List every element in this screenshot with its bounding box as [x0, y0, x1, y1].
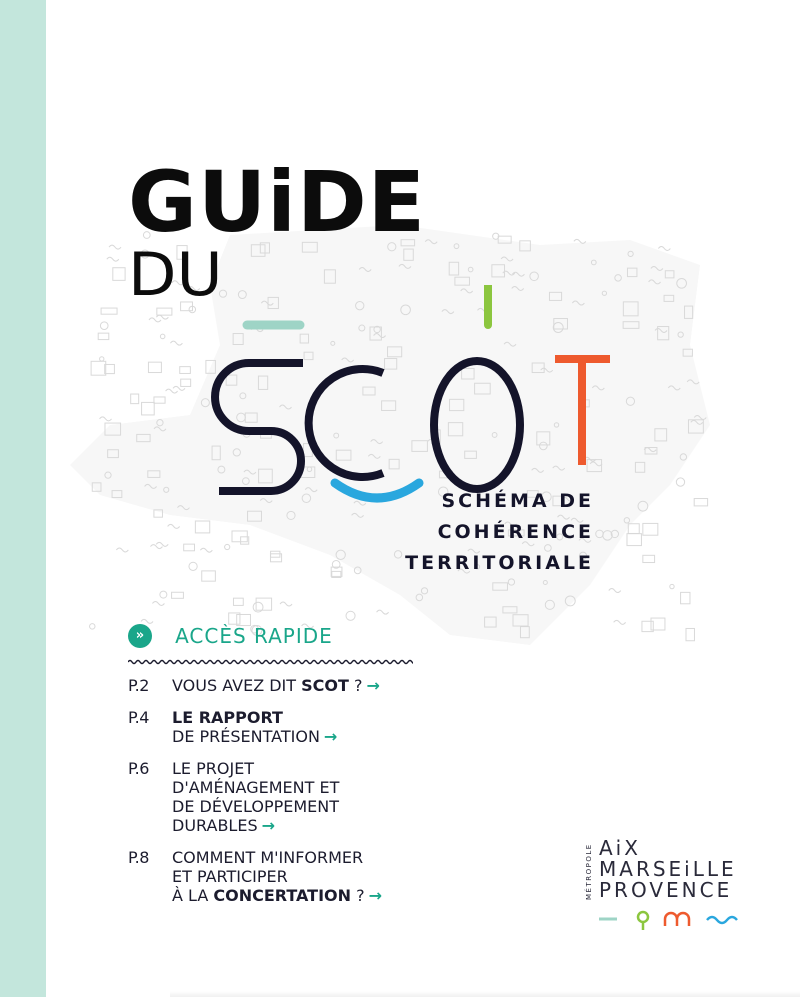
- logo-line: PROVENCE: [599, 878, 733, 902]
- map-decoration: [109, 245, 121, 249]
- page-shadow: [170, 991, 800, 997]
- map-decoration: [154, 397, 165, 403]
- toc-line: [172, 816, 428, 835]
- toc-item[interactable]: [128, 708, 428, 746]
- map-decoration: [574, 239, 586, 243]
- map-decoration: [116, 548, 128, 552]
- quick-access-header: [128, 624, 418, 648]
- toc-text: CONCERTATION: [213, 886, 352, 905]
- map-decoration: [670, 584, 674, 588]
- map-decoration: [614, 620, 626, 624]
- double-chevron-icon: »: [128, 624, 152, 648]
- toc-text: LE RAPPORT: [172, 708, 283, 727]
- toc-page-number: P.2: [128, 676, 149, 695]
- toc-item[interactable]: [128, 676, 428, 695]
- toc-page-number: P.6: [128, 759, 149, 778]
- title-guide: GUiDE: [128, 153, 427, 251]
- map-decoration: [100, 322, 108, 330]
- toc-text: VOUS AVEZ DIT: [172, 676, 302, 695]
- subtitle-line: COHÉRENCE: [437, 521, 594, 543]
- map-decoration: [131, 394, 139, 404]
- logo-pin-icon: [638, 912, 648, 922]
- subtitle-line: TERRITORIALE: [405, 552, 594, 574]
- map-decoration: [256, 598, 271, 610]
- map-decoration: [280, 602, 292, 606]
- toc-text: DE DÉVELOPPEMENT: [172, 797, 339, 816]
- toc-item[interactable]: [128, 848, 428, 905]
- map-decoration: [160, 591, 167, 598]
- map-decoration: [91, 361, 106, 375]
- map-decoration: [377, 610, 389, 614]
- map-decoration: [189, 562, 197, 570]
- toc-text: D'AMÉNAGEMENT ET: [172, 778, 340, 797]
- map-decoration: [168, 524, 180, 528]
- map-decoration: [98, 333, 109, 339]
- map-decoration: [233, 598, 243, 605]
- toc-line: [172, 797, 428, 816]
- map-decoration: [142, 402, 155, 415]
- map-decoration: [107, 257, 119, 261]
- map-decoration: [148, 362, 161, 372]
- scot-subtitle: [372, 486, 594, 579]
- table-of-contents: [128, 676, 428, 918]
- scot-letter-s: [215, 363, 303, 491]
- map-decoration: [100, 417, 112, 421]
- toc-line: [172, 727, 428, 746]
- map-decoration: [346, 611, 355, 620]
- map-decoration: [170, 341, 182, 345]
- metropole-logo: [585, 838, 755, 938]
- logo-line: MARSEiLLE: [599, 857, 737, 881]
- map-decoration: [184, 544, 195, 551]
- arrow-right-icon: →: [261, 816, 276, 835]
- toc-text: SCOT: [301, 676, 349, 695]
- left-color-strip: [0, 0, 46, 997]
- toc-text: COMMENT M'INFORMER: [172, 848, 364, 867]
- map-decoration: [200, 548, 212, 552]
- toc-text: LE PROJET: [172, 759, 255, 778]
- title-du: DU: [128, 240, 223, 310]
- map-decoration: [686, 628, 694, 640]
- arrow-right-icon: →: [368, 886, 383, 905]
- toc-page-number: P.8: [128, 848, 149, 867]
- map-decoration: [609, 589, 621, 593]
- map-decoration: [694, 499, 707, 506]
- toc-item[interactable]: [128, 759, 428, 835]
- logo-wave-icon: [665, 913, 689, 926]
- scot-letter-c: [309, 369, 383, 477]
- toc-line: [172, 848, 428, 867]
- quick-access-title: ACCÈS RAPIDE: [175, 624, 333, 648]
- map-decoration: [172, 592, 184, 598]
- map-decoration: [166, 389, 178, 393]
- toc-line: [172, 867, 428, 886]
- map-decoration: [156, 315, 168, 319]
- toc-line: [172, 778, 428, 797]
- arrow-right-icon: →: [323, 727, 338, 746]
- map-decoration: [113, 268, 125, 281]
- toc-text: ET PARTICIPER: [172, 867, 288, 886]
- arrow-right-icon: →: [366, 676, 380, 695]
- map-decoration: [627, 534, 641, 546]
- map-decoration: [195, 521, 209, 533]
- toc-line: [172, 759, 428, 778]
- map-decoration: [160, 334, 165, 339]
- map-decoration: [101, 308, 117, 314]
- map-decoration: [681, 592, 690, 603]
- map-decoration: [202, 571, 216, 581]
- map-decoration: [141, 619, 153, 623]
- map-decoration: [225, 544, 230, 549]
- subtitle-line: SCHÉMA DE: [441, 490, 594, 512]
- toc-page-number: P.4: [128, 708, 149, 727]
- toc-text: À LA: [172, 886, 214, 905]
- toc-text: ?: [351, 886, 365, 905]
- map-decoration: [180, 367, 191, 374]
- logo-vertical-text: MÉTROPOLE: [585, 843, 593, 901]
- map-decoration: [643, 555, 655, 562]
- wave-divider: [128, 658, 413, 666]
- logo-water-icon: [707, 917, 737, 923]
- toc-line: [172, 886, 428, 905]
- map-decoration: [100, 357, 104, 361]
- toc-line: [172, 708, 428, 727]
- map-decoration: [658, 246, 670, 250]
- map-decoration: [149, 318, 161, 322]
- map-decoration: [628, 524, 639, 534]
- scot-logotype: [205, 285, 625, 515]
- map-decoration: [156, 542, 168, 546]
- toc-line: [172, 676, 428, 695]
- map-decoration: [152, 601, 164, 605]
- map-decoration: [676, 478, 684, 486]
- map-decoration: [181, 379, 191, 386]
- map-decoration: [90, 624, 95, 629]
- logo-symbols: [599, 910, 749, 934]
- toc-text: DE PRÉSENTATION: [172, 727, 320, 746]
- scot-letter-o: [434, 361, 520, 489]
- toc-text: DURABLES: [172, 816, 258, 835]
- logo-line: AiX: [599, 836, 641, 860]
- map-decoration: [643, 523, 658, 535]
- toc-text: ?: [348, 676, 363, 695]
- map-decoration: [150, 545, 162, 549]
